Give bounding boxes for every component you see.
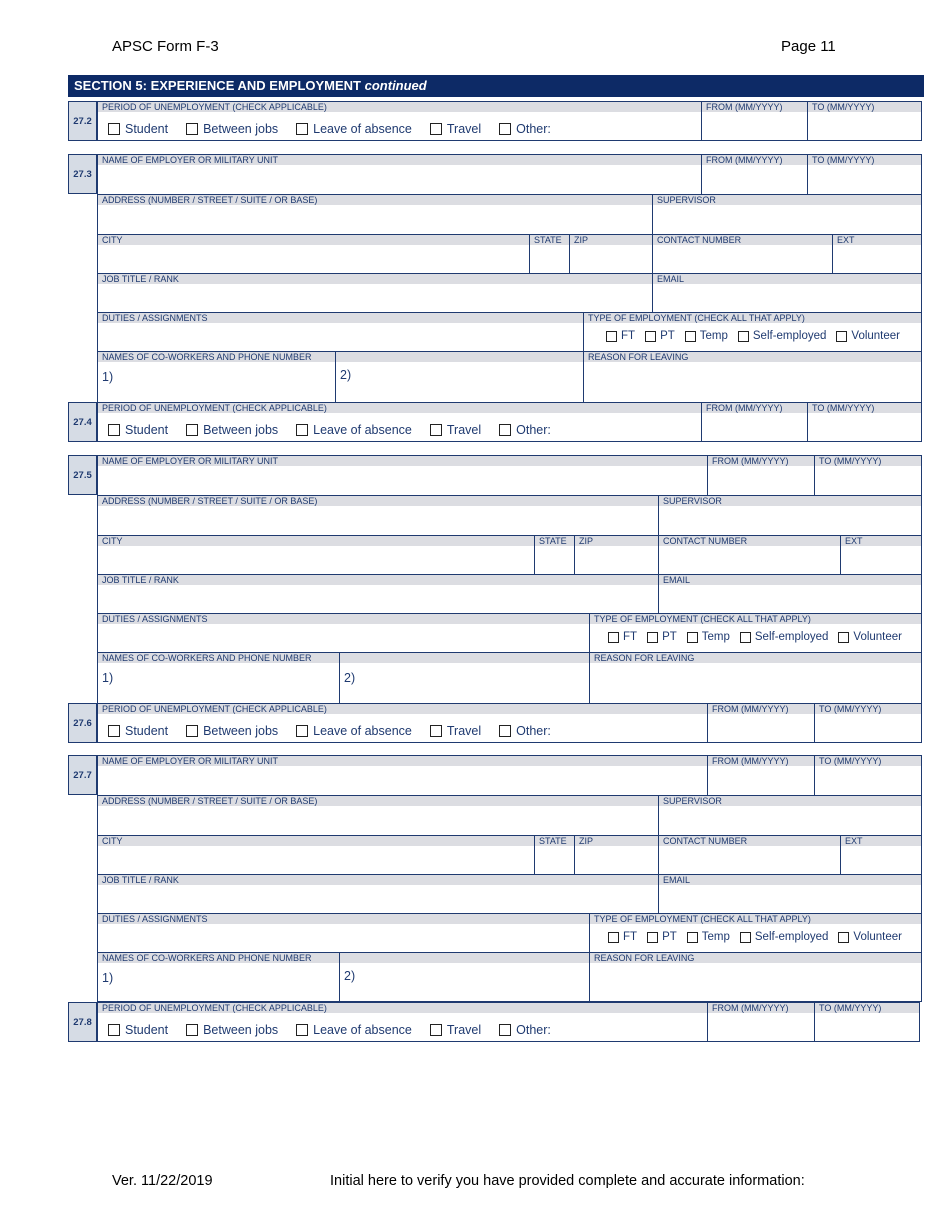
employer-row <box>98 756 921 796</box>
email-field[interactable] <box>658 575 921 613</box>
ext-field[interactable] <box>832 235 921 273</box>
option-student-label: Student <box>125 724 169 738</box>
option-between-jobs[interactable] <box>186 724 278 738</box>
unemployment-options <box>98 1023 707 1037</box>
type-ft[interactable] <box>608 631 637 643</box>
checkbox-volunteer[interactable] <box>838 632 849 643</box>
checkbox-pt[interactable] <box>647 932 658 943</box>
option-travel-label: Travel <box>446 1023 482 1037</box>
email-label: EMAIL <box>659 575 921 585</box>
option-leave[interactable] <box>296 423 412 437</box>
checkbox-temp[interactable] <box>685 331 696 342</box>
type-pt-label: PT <box>660 330 675 342</box>
to-label: TO (MM/YYYY) <box>808 155 921 165</box>
employment-block-1 <box>97 154 922 403</box>
ext-field[interactable] <box>840 536 921 574</box>
option-travel[interactable] <box>430 1023 481 1037</box>
option-leave-label: Leave of absence <box>313 122 412 136</box>
job-row <box>98 575 921 614</box>
zip-label: ZIP <box>575 536 658 546</box>
type-pt-label: PT <box>662 631 677 643</box>
checkbox-leave[interactable] <box>296 123 308 135</box>
type-ft-label: FT <box>623 931 638 943</box>
contact-field[interactable] <box>658 836 840 874</box>
supervisor-field[interactable] <box>652 195 921 234</box>
duties-field[interactable] <box>98 313 583 351</box>
checkbox-self[interactable] <box>740 632 751 643</box>
from-label: FROM (MM/YYYY) <box>702 403 807 413</box>
state-label: STATE <box>535 836 574 846</box>
reason-field[interactable] <box>583 352 921 402</box>
city-label: CITY <box>98 235 529 245</box>
to-label: TO (MM/YYYY) <box>815 456 921 466</box>
state-label: STATE <box>530 235 569 245</box>
employment-block-3 <box>97 755 922 1002</box>
employer-field[interactable] <box>98 456 707 495</box>
type-volunteer-label: Volunteer <box>851 330 901 342</box>
option-student-label: Student <box>125 122 169 136</box>
option-leave-label: Leave of absence <box>313 423 412 437</box>
type-self-label: Self-employed <box>754 631 829 643</box>
job-title-field[interactable] <box>98 575 658 613</box>
section-title <box>68 75 924 97</box>
from-label: FROM (MM/YYYY) <box>708 1003 814 1013</box>
job-title-label: JOB TITLE / RANK <box>98 575 658 585</box>
contact-label: CONTACT NUMBER <box>659 836 840 846</box>
checkbox-travel[interactable] <box>430 725 442 737</box>
option-leave-label: Leave of absence <box>313 724 412 738</box>
type-self-label: Self-employed <box>752 330 827 342</box>
address-field[interactable] <box>98 195 652 234</box>
option-travel-label: Travel <box>446 423 482 437</box>
checkbox-leave[interactable] <box>296 1024 308 1036</box>
address-field[interactable] <box>98 496 658 535</box>
item-number-employment-1: 27.3 <box>68 154 97 194</box>
duties-label: DUTIES / ASSIGNMENTS <box>98 914 589 924</box>
coworker-1-prefix: 1) <box>102 370 114 384</box>
period-label: PERIOD OF UNEMPLOYMENT (CHECK APPLICABLE) <box>98 102 701 112</box>
checkbox-other[interactable] <box>499 725 511 737</box>
employer-label: NAME OF EMPLOYER OR MILITARY UNIT <box>98 155 701 165</box>
option-travel-label: Travel <box>446 122 482 136</box>
checkbox-volunteer[interactable] <box>836 331 847 342</box>
from-label: FROM (MM/YYYY) <box>708 704 814 714</box>
to-field[interactable] <box>807 102 921 140</box>
period-cell <box>98 1003 707 1041</box>
from-field[interactable] <box>707 704 814 742</box>
section-title-text: SECTION 5: EXPERIENCE AND EMPLOYMENT <box>74 78 361 93</box>
option-leave-label: Leave of absence <box>313 1023 412 1037</box>
to-field[interactable] <box>814 456 921 495</box>
checkbox-pt[interactable] <box>647 632 658 643</box>
type-self[interactable] <box>740 631 829 643</box>
email-label: EMAIL <box>653 274 921 284</box>
item-number-unemployment-2: 27.4 <box>68 402 97 442</box>
checkbox-student[interactable] <box>108 123 120 135</box>
type-volunteer[interactable] <box>838 631 902 643</box>
checkbox-travel[interactable] <box>430 1024 442 1036</box>
type-volunteer-label: Volunteer <box>853 631 903 643</box>
type-cell <box>589 914 921 952</box>
checkbox-between-jobs[interactable] <box>186 725 198 737</box>
to-field[interactable] <box>807 403 921 441</box>
job-title-label: JOB TITLE / RANK <box>98 274 652 284</box>
supervisor-label: SUPERVISOR <box>653 195 921 205</box>
coworker-1-field[interactable] <box>98 653 339 703</box>
to-label: TO (MM/YYYY) <box>815 704 921 714</box>
option-other[interactable] <box>499 423 551 437</box>
coworkers-row <box>98 352 921 402</box>
option-other-label: Other: <box>516 122 551 136</box>
from-field[interactable] <box>701 102 807 140</box>
checkbox-temp[interactable] <box>687 632 698 643</box>
to-field[interactable] <box>814 756 921 795</box>
checkbox-student[interactable] <box>108 1024 120 1036</box>
to-field[interactable] <box>807 155 921 194</box>
contact-field[interactable] <box>652 235 832 273</box>
employment-type-options <box>584 330 921 342</box>
period-cell <box>98 102 701 140</box>
employer-row <box>98 456 921 496</box>
item-number-unemployment-3: 27.6 <box>68 703 97 743</box>
duties-row <box>98 914 921 953</box>
checkbox-leave[interactable] <box>296 424 308 436</box>
type-self[interactable] <box>740 931 829 943</box>
type-label: TYPE OF EMPLOYMENT (CHECK ALL THAT APPLY) <box>590 914 921 924</box>
type-temp-label: Temp <box>699 330 728 342</box>
checkbox-self[interactable] <box>740 932 751 943</box>
to-label: TO (MM/YYYY) <box>815 756 921 766</box>
item-number-employment-2: 27.5 <box>68 455 97 495</box>
ext-label: EXT <box>841 536 921 546</box>
type-volunteer-label: Volunteer <box>853 931 903 943</box>
type-temp[interactable] <box>685 330 728 342</box>
type-pt[interactable] <box>647 931 677 943</box>
checkbox-travel[interactable] <box>430 123 442 135</box>
to-field[interactable] <box>814 704 921 742</box>
option-between-jobs-label: Between jobs <box>203 724 279 738</box>
option-between-jobs[interactable] <box>186 423 278 437</box>
city-field[interactable] <box>98 836 534 874</box>
employment-type-options <box>590 931 921 943</box>
option-other-label: Other: <box>516 1023 551 1037</box>
option-other[interactable] <box>499 724 551 738</box>
from-field[interactable] <box>701 403 807 441</box>
option-other-label: Other: <box>516 724 551 738</box>
option-between-jobs[interactable] <box>186 122 278 136</box>
unemployment-options <box>98 724 707 738</box>
email-label: EMAIL <box>659 875 921 885</box>
period-label: PERIOD OF UNEMPLOYMENT (CHECK APPLICABLE) <box>98 403 701 413</box>
city-label: CITY <box>98 836 534 846</box>
option-leave[interactable] <box>296 122 412 136</box>
city-row <box>98 536 921 575</box>
type-pt[interactable] <box>647 631 677 643</box>
employer-label: NAME OF EMPLOYER OR MILITARY UNIT <box>98 456 707 466</box>
type-label: TYPE OF EMPLOYMENT (CHECK ALL THAT APPLY) <box>584 313 921 323</box>
city-label: CITY <box>98 536 534 546</box>
coworker-1-prefix: 1) <box>102 971 114 985</box>
checkbox-leave[interactable] <box>296 725 308 737</box>
option-leave[interactable] <box>296 724 412 738</box>
checkbox-ft[interactable] <box>606 331 617 342</box>
type-self-label: Self-employed <box>754 931 829 943</box>
option-other[interactable] <box>499 1023 551 1037</box>
option-between-jobs-label: Between jobs <box>203 1023 279 1037</box>
duties-field[interactable] <box>98 914 589 952</box>
supervisor-label: SUPERVISOR <box>659 496 921 506</box>
period-label: PERIOD OF UNEMPLOYMENT (CHECK APPLICABLE) <box>98 1003 707 1013</box>
checkbox-temp[interactable] <box>687 932 698 943</box>
type-volunteer[interactable] <box>838 931 902 943</box>
checkbox-ft[interactable] <box>608 932 619 943</box>
checkbox-between-jobs[interactable] <box>186 123 198 135</box>
email-field[interactable] <box>652 274 921 312</box>
reason-label: REASON FOR LEAVING <box>584 352 921 362</box>
from-field[interactable] <box>701 155 807 194</box>
zip-label: ZIP <box>570 235 652 245</box>
from-field[interactable] <box>707 1003 814 1041</box>
coworker-2-prefix: 2) <box>340 368 352 382</box>
page-number: Page 11 <box>781 38 836 55</box>
period-cell <box>98 704 707 742</box>
type-cell <box>589 614 921 652</box>
state-field[interactable] <box>534 836 574 874</box>
city-field[interactable] <box>98 536 534 574</box>
version-text: Ver. 11/22/2019 <box>112 1173 213 1189</box>
zip-field[interactable] <box>574 836 658 874</box>
employer-field[interactable] <box>98 756 707 795</box>
item-number-employment-3: 27.7 <box>68 755 97 795</box>
option-student-label: Student <box>125 1023 169 1037</box>
coworker-1-prefix: 1) <box>102 671 114 685</box>
reason-field[interactable] <box>589 953 921 1001</box>
zip-field[interactable] <box>569 235 652 273</box>
city-row <box>98 836 921 875</box>
coworkers-row <box>98 953 921 1001</box>
ext-field[interactable] <box>840 836 921 874</box>
unemployment-options <box>98 122 701 136</box>
unemployment-options <box>98 423 701 437</box>
type-self[interactable] <box>738 330 827 342</box>
address-field[interactable] <box>98 796 658 835</box>
type-pt[interactable] <box>645 330 675 342</box>
option-student[interactable] <box>108 724 168 738</box>
item-number-unemployment-4: 27.8 <box>68 1002 97 1042</box>
to-label: TO (MM/YYYY) <box>815 1003 919 1013</box>
unemployment-block-2 <box>97 402 922 442</box>
checkbox-ft[interactable] <box>608 632 619 643</box>
option-student[interactable] <box>108 423 168 437</box>
job-title-field[interactable] <box>98 875 658 913</box>
option-between-jobs-label: Between jobs <box>203 423 279 437</box>
type-label: TYPE OF EMPLOYMENT (CHECK ALL THAT APPLY) <box>590 614 921 624</box>
coworker-1-field[interactable] <box>98 953 339 1001</box>
checkbox-self[interactable] <box>738 331 749 342</box>
type-cell <box>583 313 921 351</box>
address-row <box>98 496 921 536</box>
from-label: FROM (MM/YYYY) <box>702 102 807 112</box>
option-leave[interactable] <box>296 1023 412 1037</box>
option-other-label: Other: <box>516 423 551 437</box>
checkbox-pt[interactable] <box>645 331 656 342</box>
option-travel[interactable] <box>430 122 481 136</box>
option-travel[interactable] <box>430 724 481 738</box>
address-row <box>98 796 921 836</box>
from-field[interactable] <box>707 756 814 795</box>
unemployment-block-4 <box>97 1002 920 1042</box>
option-between-jobs[interactable] <box>186 1023 278 1037</box>
coworker-2-field[interactable] <box>339 953 589 1001</box>
employment-block-2 <box>97 455 922 704</box>
checkbox-other[interactable] <box>499 1024 511 1036</box>
email-field[interactable] <box>658 875 921 913</box>
reason-label: REASON FOR LEAVING <box>590 653 921 663</box>
period-label: PERIOD OF UNEMPLOYMENT (CHECK APPLICABLE) <box>98 704 707 714</box>
employment-type-options <box>590 631 921 643</box>
employer-field[interactable] <box>98 155 701 194</box>
type-volunteer[interactable] <box>836 330 900 342</box>
checkbox-student[interactable] <box>108 424 120 436</box>
duties-label: DUTIES / ASSIGNMENTS <box>98 614 589 624</box>
ext-label: EXT <box>833 235 921 245</box>
checkbox-student[interactable] <box>108 725 120 737</box>
state-label: STATE <box>535 536 574 546</box>
checkbox-travel[interactable] <box>430 424 442 436</box>
coworkers-label: NAMES OF CO-WORKERS AND PHONE NUMBER <box>98 653 589 663</box>
option-student-label: Student <box>125 423 169 437</box>
ext-label: EXT <box>841 836 921 846</box>
to-field[interactable] <box>814 1003 919 1041</box>
coworker-1-field[interactable] <box>98 352 335 402</box>
job-title-field[interactable] <box>98 274 652 312</box>
coworker-2-field[interactable] <box>335 352 583 402</box>
section-title-suffix: continued <box>364 78 427 93</box>
type-pt-label: PT <box>662 931 677 943</box>
contact-label: CONTACT NUMBER <box>659 536 840 546</box>
option-travel[interactable] <box>430 423 481 437</box>
duties-field[interactable] <box>98 614 589 652</box>
address-label: ADDRESS (NUMBER / STREET / SUITE / OR BASE) <box>98 496 658 506</box>
type-temp-label: Temp <box>701 931 730 943</box>
reason-field[interactable] <box>589 653 921 703</box>
type-temp[interactable] <box>687 631 730 643</box>
initial-instruction: Initial here to verify you have provided complete and accurate information: <box>330 1173 805 1189</box>
job-row <box>98 274 921 313</box>
address-label: ADDRESS (NUMBER / STREET / SUITE / OR BASE) <box>98 195 652 205</box>
supervisor-label: SUPERVISOR <box>659 796 921 806</box>
checkbox-volunteer[interactable] <box>838 932 849 943</box>
state-field[interactable] <box>529 235 569 273</box>
reason-label: REASON FOR LEAVING <box>590 953 921 963</box>
option-between-jobs-label: Between jobs <box>203 122 279 136</box>
form-name: APSC Form F-3 <box>112 38 219 55</box>
option-student[interactable] <box>108 122 168 136</box>
state-field[interactable] <box>534 536 574 574</box>
zip-label: ZIP <box>575 836 658 846</box>
unemployment-block-1 <box>97 101 922 141</box>
coworker-2-prefix: 2) <box>344 671 356 685</box>
supervisor-field[interactable] <box>658 796 921 835</box>
coworkers-row <box>98 653 921 703</box>
option-other[interactable] <box>499 122 551 136</box>
address-row <box>98 195 921 235</box>
from-field[interactable] <box>707 456 814 495</box>
duties-row <box>98 614 921 653</box>
job-title-label: JOB TITLE / RANK <box>98 875 658 885</box>
checkbox-other[interactable] <box>499 123 511 135</box>
option-student[interactable] <box>108 1023 168 1037</box>
item-number-unemployment-1: 27.2 <box>68 101 97 141</box>
coworkers-label: NAMES OF CO-WORKERS AND PHONE NUMBER <box>98 953 589 963</box>
coworker-2-prefix: 2) <box>344 969 356 983</box>
supervisor-field[interactable] <box>658 496 921 535</box>
unemployment-block-3 <box>97 703 922 743</box>
to-label: TO (MM/YYYY) <box>808 102 921 112</box>
period-cell <box>98 403 701 441</box>
type-ft-label: FT <box>623 631 638 643</box>
from-label: FROM (MM/YYYY) <box>708 756 814 766</box>
to-label: TO (MM/YYYY) <box>808 403 921 413</box>
employer-row <box>98 155 921 195</box>
duties-label: DUTIES / ASSIGNMENTS <box>98 313 583 323</box>
checkbox-between-jobs[interactable] <box>186 1024 198 1036</box>
checkbox-other[interactable] <box>499 424 511 436</box>
job-row <box>98 875 921 914</box>
city-row <box>98 235 921 274</box>
type-ft[interactable] <box>606 330 635 342</box>
duties-row <box>98 313 921 352</box>
coworker-2-field[interactable] <box>339 653 589 703</box>
type-ft[interactable] <box>608 931 637 943</box>
contact-field[interactable] <box>658 536 840 574</box>
type-temp-label: Temp <box>701 631 730 643</box>
type-ft-label: FT <box>621 330 636 342</box>
employer-label: NAME OF EMPLOYER OR MILITARY UNIT <box>98 756 707 766</box>
checkbox-between-jobs[interactable] <box>186 424 198 436</box>
contact-label: CONTACT NUMBER <box>653 235 832 245</box>
address-label: ADDRESS (NUMBER / STREET / SUITE / OR BASE) <box>98 796 658 806</box>
type-temp[interactable] <box>687 931 730 943</box>
option-travel-label: Travel <box>446 724 482 738</box>
coworkers-label: NAMES OF CO-WORKERS AND PHONE NUMBER <box>98 352 583 362</box>
zip-field[interactable] <box>574 536 658 574</box>
city-field[interactable] <box>98 235 529 273</box>
from-label: FROM (MM/YYYY) <box>702 155 807 165</box>
from-label: FROM (MM/YYYY) <box>708 456 814 466</box>
